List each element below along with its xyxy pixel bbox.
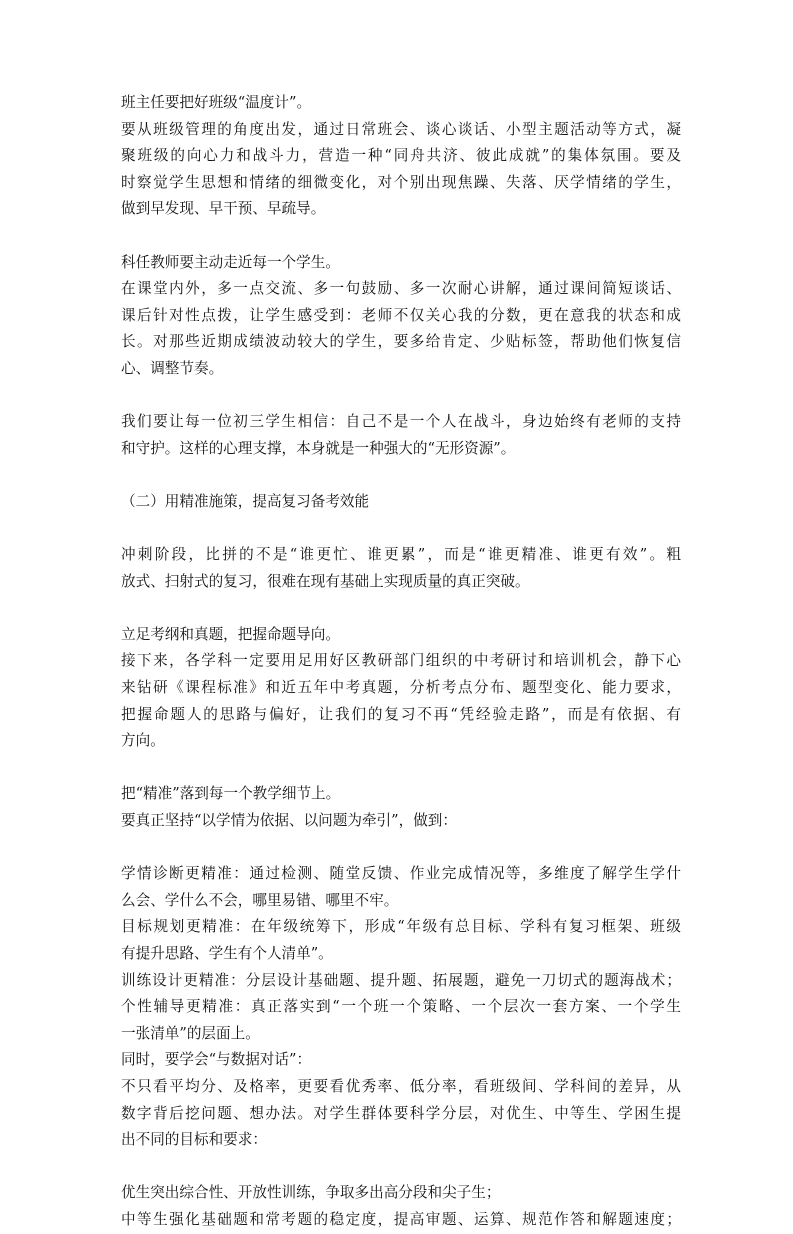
text-line: 班主任要把好班级“温度计”。 — [121, 94, 312, 111]
paragraph-gap — [121, 835, 681, 862]
text-line: 个性辅导更精准：真正落实到“一个班一个策略、一个层次一套方案、一个学生 — [121, 998, 681, 1016]
text-line: 不只看平均分、及格率，更要看优秀率、低分率，看班级间、学科间的差异，从 — [121, 1077, 681, 1095]
text-line: 在课堂内外，多一点交流、多一句鼓励、多一次耐心讲解，通过课间简短谈话、 — [121, 280, 681, 298]
text-line: 么会、学什么不会，哪里易错、哪里不牢。 — [121, 891, 399, 909]
text-line: 时察觉学生思想和情绪的细微变化，对个别出现焦躁、失落、厌学情绪的学生， — [121, 173, 681, 191]
text-line: 同时，要学会“与数据对话”： — [121, 1051, 312, 1069]
text-line: 做到早发现、早干预、早疏导。 — [121, 200, 326, 218]
paragraph-gap — [121, 595, 681, 622]
section-heading: （二）用精准施策，提高复习备考效能 — [121, 492, 370, 510]
text-line: 优生突出综合性、开放性训练，争取多出高分段和尖子生； — [121, 1184, 501, 1202]
text-line: 要从班级管理的角度出发，通过日常班会、谈心谈话、小型主题活动等方式，凝 — [121, 120, 681, 138]
text-line: 冲刺阶段，比拼的不是“谁更忙、谁更累”，而是“谁更精准、谁更有效”。粗 — [121, 546, 681, 564]
text-line: 放式、扫射式的复习，很难在现有基础上实现质量的真正突破。 — [121, 572, 530, 590]
text-line: 方向。 — [121, 732, 165, 750]
text-line: 数字背后挖问题、想办法。对学生群体要科学分层，对优生、中等生、学困生提 — [121, 1104, 681, 1122]
paragraph-gap — [121, 383, 681, 410]
text-line: 来钻研《课程标准》和近五年中考真题，分析考点分布、题型变化、能力要求， — [121, 679, 681, 697]
text-line: 出不同的目标和要求： — [121, 1131, 267, 1149]
text-line: 课后针对性点拨，让学生感受到：老师不仅关心我的分数，更在意我的状态和成 — [121, 306, 681, 324]
text-line: 把握命题人的思路与偏好，让我们的复习不再“凭经验走路”，而是有依据、有 — [121, 705, 681, 723]
paragraph-gap — [121, 462, 681, 489]
text-line: 要真正坚持“以学情为依据、以问题为牵引”，做到： — [121, 812, 457, 830]
text-line: 心、调整节奏。 — [121, 359, 224, 377]
paragraph-gap — [121, 516, 681, 543]
text-line: 接下来，各学科一定要用足用好区教研部门组织的中考研讨和培训机会，静下心 — [121, 652, 681, 670]
paragraph-gap — [121, 1154, 681, 1181]
text-line: 聚班级的向心力和战斗力，营造一种“同舟共济、彼此成就”的集体氛围。要及 — [121, 147, 681, 165]
text-line: 和守护。这样的心理支撑，本身就是一种强大的“无形资源”。 — [121, 439, 516, 457]
document-body — [121, 90, 681, 1234]
text-line: 中等生强化基础题和常考题的稳定度，提高审题、运算、规范作答和解题速度； — [121, 1210, 681, 1228]
text-line: 目标规划更精准：在年级统筹下，形成“年级有总目标、学科有复习框架、班级 — [121, 918, 681, 936]
text-line: 学情诊断更精准：通过检测、随堂反馈、作业完成情况等，多维度了解学生学什 — [121, 865, 681, 883]
text-line: 立足考纲和真题，把握命题导向。 — [121, 625, 340, 643]
paragraph-gap — [121, 755, 681, 782]
text-line: 长。对那些近期成绩波动较大的学生，要多给肯定、少贴标签，帮助他们恢复信 — [121, 333, 681, 351]
text-line: 一张清单”的层面上。 — [121, 1024, 260, 1042]
text-line: 把“精准”落到每一个教学细节上。 — [121, 785, 341, 803]
text-line: 我们要让每一位初三学生相信：自己不是一个人在战斗，身边始终有老师的支持 — [121, 413, 681, 431]
text-line: 科任教师要主动走近每一个学生。 — [121, 253, 340, 271]
text-line: 有提升思路、学生有个人清单”。 — [121, 945, 333, 962]
text-line: 训练设计更精准：分层设计基础题、提升题、拓展题，避免一刀切式的题海战术； — [121, 971, 681, 989]
paragraph-gap — [121, 223, 681, 250]
